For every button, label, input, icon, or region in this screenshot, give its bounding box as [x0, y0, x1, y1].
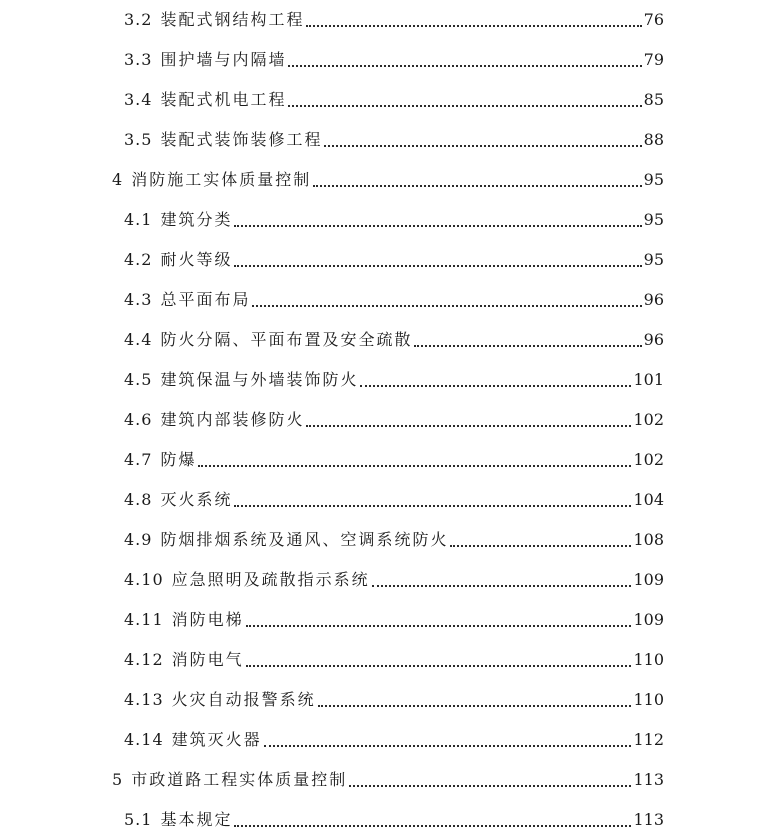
toc-entry-3-2[interactable]: [0, 2, 780, 30]
dot-leader: [313, 170, 641, 190]
toc-entry-page: 101: [633, 370, 664, 389]
toc-entry-number: 3.3: [124, 50, 153, 69]
toc-entry-4-14[interactable]: [0, 722, 780, 750]
dot-leader: [246, 610, 632, 630]
toc-entry-number: 4.1: [124, 210, 153, 229]
dot-leader: [306, 10, 641, 30]
dot-leader: [246, 650, 632, 670]
dot-leader: [234, 250, 641, 270]
toc-entry-title: 围护墙与内隔墙: [160, 50, 287, 69]
toc-entry-page: 96: [643, 330, 664, 349]
toc-entry-3-3[interactable]: [0, 42, 780, 70]
toc-entry-page: 108: [633, 530, 664, 549]
toc-entry-title: 建筑分类: [160, 210, 233, 229]
toc-entry-page: 95: [643, 250, 664, 269]
toc-entry-4-11[interactable]: [0, 602, 780, 630]
dot-leader: [288, 50, 641, 70]
dot-leader: [360, 370, 631, 390]
toc-entry-number: 4.3: [124, 290, 153, 309]
toc-entry-title: 防爆: [160, 450, 197, 469]
dot-leader: [234, 490, 631, 510]
toc-entry-4-8[interactable]: [0, 482, 780, 510]
toc-entry-number: 4.7: [124, 450, 153, 469]
toc-entry-title: 总平面布局: [160, 290, 251, 309]
toc-entry-page: 95: [643, 170, 664, 189]
toc-entry-number: 4.11: [124, 610, 164, 629]
toc-entry-title: 装配式机电工程: [160, 90, 287, 109]
toc-entry-4-2[interactable]: [0, 242, 780, 270]
toc-entry-number: 4.2: [124, 250, 153, 269]
dot-leader: [252, 290, 641, 310]
toc-entry-number: 4.6: [124, 410, 153, 429]
toc-entry-title: 耐火等级: [160, 250, 233, 269]
toc-entry-page: 95: [643, 210, 664, 229]
toc-entry-4-13[interactable]: [0, 682, 780, 710]
toc-entry-number: 4.12: [124, 650, 164, 669]
toc-entry-number: 3.5: [124, 130, 153, 149]
dot-leader: [372, 570, 632, 590]
toc-entry-page: 104: [633, 490, 664, 509]
toc-entry-4[interactable]: [0, 162, 780, 190]
toc-entry-3-4[interactable]: [0, 82, 780, 110]
toc-entry-4-6[interactable]: [0, 402, 780, 430]
dot-leader: [414, 330, 641, 350]
dot-leader: [264, 730, 632, 750]
dot-leader: [198, 450, 631, 470]
toc-entry-number: 3.4: [124, 90, 153, 109]
toc-entry-page: 109: [633, 610, 664, 629]
toc-entry-4-3[interactable]: [0, 282, 780, 310]
toc-entry-number: 4: [112, 170, 124, 189]
dot-leader: [318, 690, 632, 710]
toc-entry-number: 4.9: [124, 530, 153, 549]
toc-entry-4-7[interactable]: [0, 442, 780, 470]
dot-leader: [349, 770, 631, 790]
toc-entry-title: 基本规定: [160, 810, 233, 829]
toc-entry-title: 应急照明及疏散指示系统: [171, 570, 370, 589]
dot-leader: [288, 90, 641, 110]
toc-entry-page: 79: [643, 50, 664, 69]
toc-entry-page: 110: [633, 690, 664, 709]
toc-entry-title: 火灾自动报警系统: [171, 690, 316, 709]
toc-entry-title: 建筑保温与外墙装饰防火: [160, 370, 359, 389]
toc-entry-4-5[interactable]: [0, 362, 780, 390]
toc-entry-number: 4.8: [124, 490, 153, 509]
toc-entry-title: 建筑灭火器: [171, 730, 262, 749]
toc-entry-number: 4.5: [124, 370, 153, 389]
toc-entry-page: 88: [643, 130, 664, 149]
toc-entry-title: 装配式钢结构工程: [160, 10, 305, 29]
toc-entry-4-9[interactable]: [0, 522, 780, 550]
toc-entry-5-1[interactable]: [0, 802, 780, 830]
toc-entry-4-4[interactable]: [0, 322, 780, 350]
toc-entry-page: 112: [633, 730, 664, 749]
toc-entry-number: 5.1: [124, 810, 153, 829]
toc-entry-page: 109: [633, 570, 664, 589]
toc-entry-number: 4.13: [124, 690, 164, 709]
toc-entry-page: 102: [633, 450, 664, 469]
dot-leader: [234, 210, 641, 230]
toc-entry-page: 110: [633, 650, 664, 669]
toc-entry-page: 96: [643, 290, 664, 309]
toc-entry-number: 3.2: [124, 10, 153, 29]
toc-entry-page: 76: [643, 10, 664, 29]
toc-entry-title: 消防电气: [171, 650, 244, 669]
toc-entry-title: 防火分隔、平面布置及安全疏散: [160, 330, 413, 349]
toc-entry-number: 4.14: [124, 730, 164, 749]
toc-entry-4-12[interactable]: [0, 642, 780, 670]
toc-entry-number: 4.10: [124, 570, 164, 589]
toc-entry-title: 消防施工实体质量控制: [131, 170, 312, 189]
toc-entry-number: 5: [112, 770, 124, 789]
dot-leader: [324, 130, 641, 150]
toc-entry-page: 85: [643, 90, 664, 109]
dot-leader: [234, 810, 631, 830]
toc-entry-5[interactable]: [0, 762, 780, 790]
toc-entry-page: 113: [633, 810, 664, 829]
dot-leader: [306, 410, 631, 430]
toc-entry-title: 消防电梯: [171, 610, 244, 629]
toc-entry-title: 防烟排烟系统及通风、空调系统防火: [160, 530, 449, 549]
dot-leader: [450, 530, 631, 550]
toc-entry-4-10[interactable]: [0, 562, 780, 590]
toc-entry-title: 市政道路工程实体质量控制: [131, 770, 348, 789]
toc-entry-title: 建筑内部装修防火: [160, 410, 305, 429]
toc-entry-4-1[interactable]: [0, 202, 780, 230]
toc-entry-3-5[interactable]: [0, 122, 780, 150]
toc-entry-page: 102: [633, 410, 664, 429]
toc-entry-title: 装配式装饰装修工程: [160, 130, 323, 149]
toc-entry-page: 113: [633, 770, 664, 789]
toc-entry-title: 灭火系统: [160, 490, 233, 509]
toc-entry-number: 4.4: [124, 330, 153, 349]
